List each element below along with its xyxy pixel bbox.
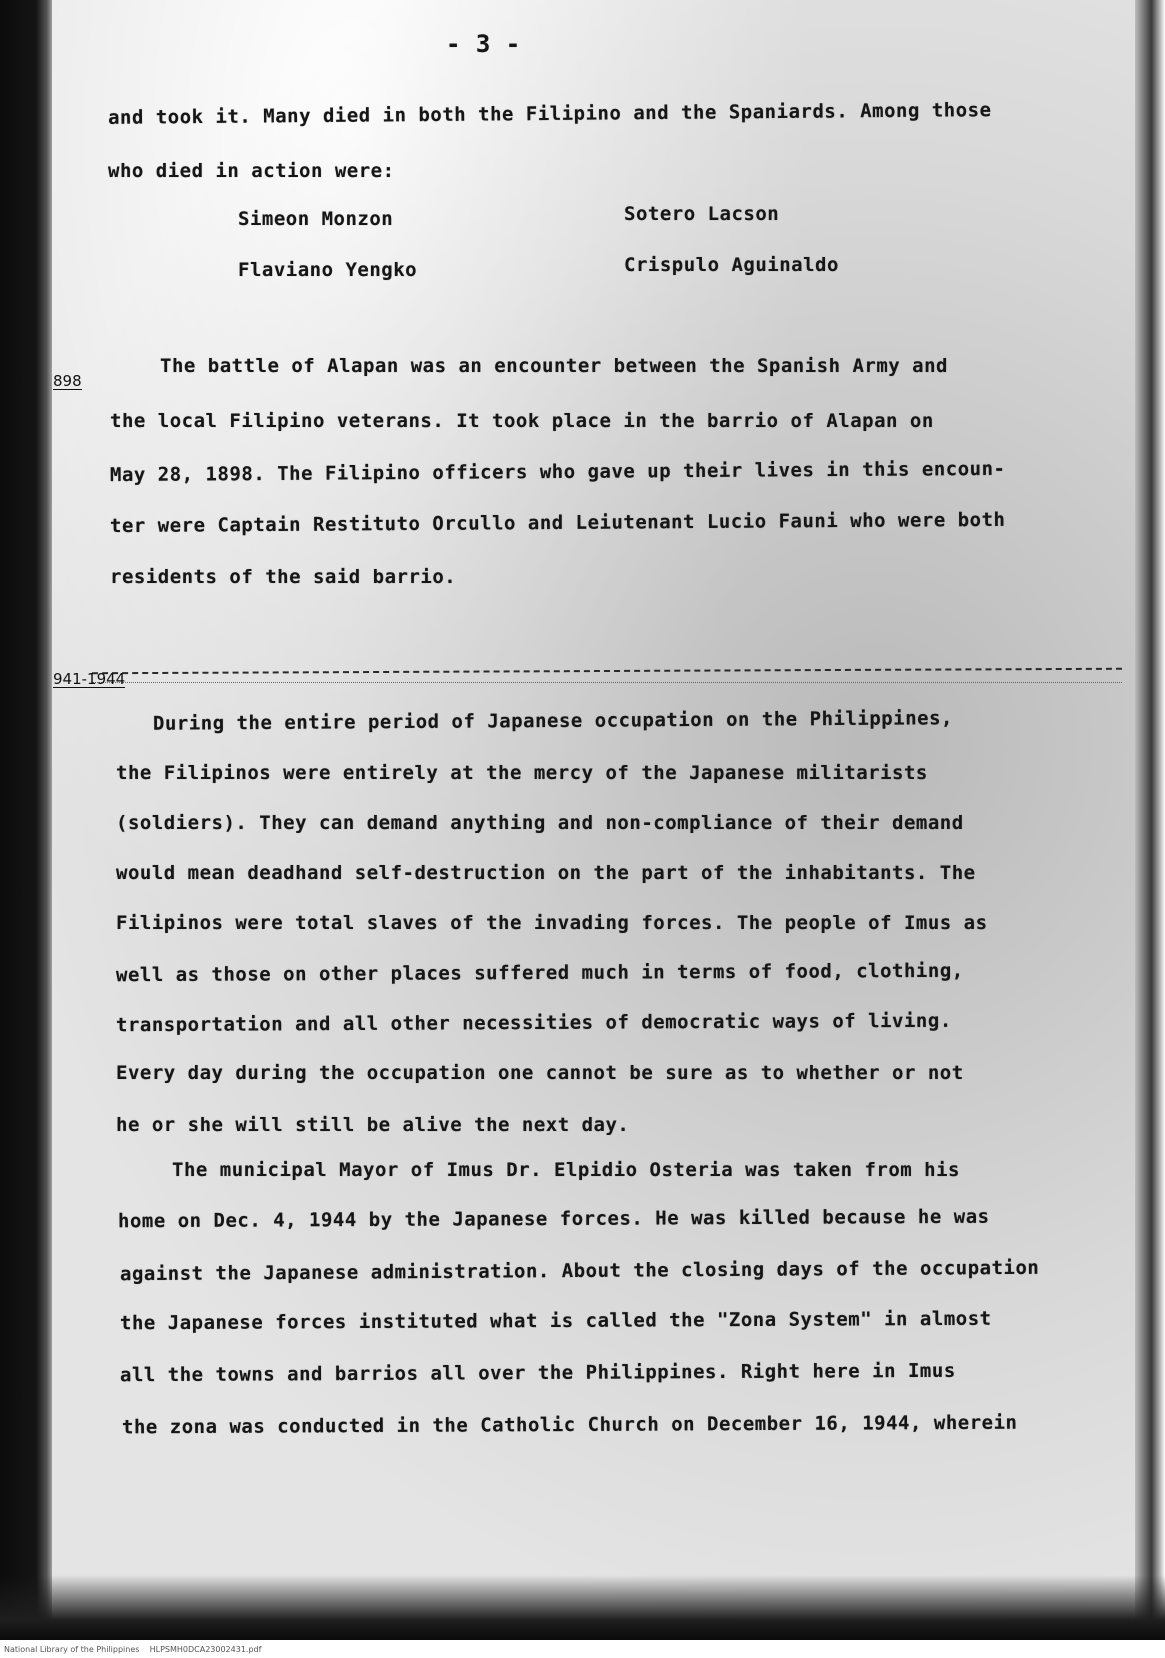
scan-bottom-border xyxy=(0,1575,1165,1640)
paragraph-line: Filipinos were total slaves of the invading forces. The people of Imus as xyxy=(116,912,988,934)
paragraph-line: residents of the said barrio. xyxy=(110,566,457,588)
paragraph-line: The battle of Alapan was an encounter between the Spanish Army and xyxy=(160,355,948,377)
casualty-name: Crispulo Aguinaldo xyxy=(624,254,839,276)
paragraph-line: ter were Captain Restituto Orcullo and Leiutenant Lucio Fauni who were both xyxy=(109,508,1006,538)
casualty-name: Simeon Monzon xyxy=(238,208,394,230)
margin-year-label: 898 xyxy=(53,372,82,390)
paragraph-line: the Japanese forces instituted what is called the "Zona System" in almost xyxy=(119,1307,992,1335)
paragraph-line: against the Japanese administration. About the closing days of the occupation xyxy=(119,1256,1040,1286)
paragraph-line: well as those on other places suffered much in terms of food, clothing, xyxy=(115,959,964,987)
paragraph-line: the local Filipino veterans. It took place in the barrio of Alapan on xyxy=(110,410,934,432)
scan-left-border xyxy=(0,0,52,1640)
paragraph-line: who died in action were: xyxy=(108,160,395,182)
paragraph-line: all the towns and barrios all over the Philippines. Right here in Imus xyxy=(119,1359,956,1387)
section-divider-dotted xyxy=(92,682,1122,683)
paragraph-line: The municipal Mayor of Imus Dr. Elpidio Osteria was taken from his xyxy=(172,1159,960,1181)
section-divider xyxy=(92,668,1122,674)
page-number: - 3 - xyxy=(446,30,521,58)
paragraph-line: the Filipinos were entirely at the mercy of the Japanese militarists xyxy=(116,762,928,784)
casualty-name: Sotero Lacson xyxy=(624,203,780,225)
paragraph-line: (soldiers). They can demand anything and non-compliance of their demand xyxy=(116,812,964,834)
paragraph-line: and took it. Many died in both the Filipino and the Spaniards. Among those xyxy=(107,99,992,129)
paragraph-line: would mean deadhand self-destruction on the part of the inhabitants. The xyxy=(116,862,976,884)
paragraph-line: Every day during the occupation one cannot be sure as to whether or not xyxy=(116,1062,964,1084)
paragraph-line: During the entire period of Japanese occupation on the Philippines, xyxy=(152,707,953,735)
paragraph-line: he or she will still be alive the next day. xyxy=(116,1114,630,1136)
paragraph-line: home on Dec. 4, 1944 by the Japanese forces. He was killed because he was xyxy=(117,1205,990,1233)
margin-year-label: 941-1944 xyxy=(53,670,126,688)
paragraph-line: transportation and all other necessities of democratic ways of living. xyxy=(115,1009,952,1037)
paragraph-line: May 28, 1898. The Filipino officers who gave up their lives in this encoun- xyxy=(109,457,1006,487)
casualty-name: Flaviano Yengko xyxy=(238,259,418,281)
footer-attribution: National Library of the Philippines HLPSMH0DCA23002431.pdf xyxy=(4,1645,262,1654)
paragraph-line: the zona was conducted in the Catholic Church on December 16, 1944, wherein xyxy=(121,1411,1018,1439)
scan-right-border xyxy=(1135,0,1165,1640)
